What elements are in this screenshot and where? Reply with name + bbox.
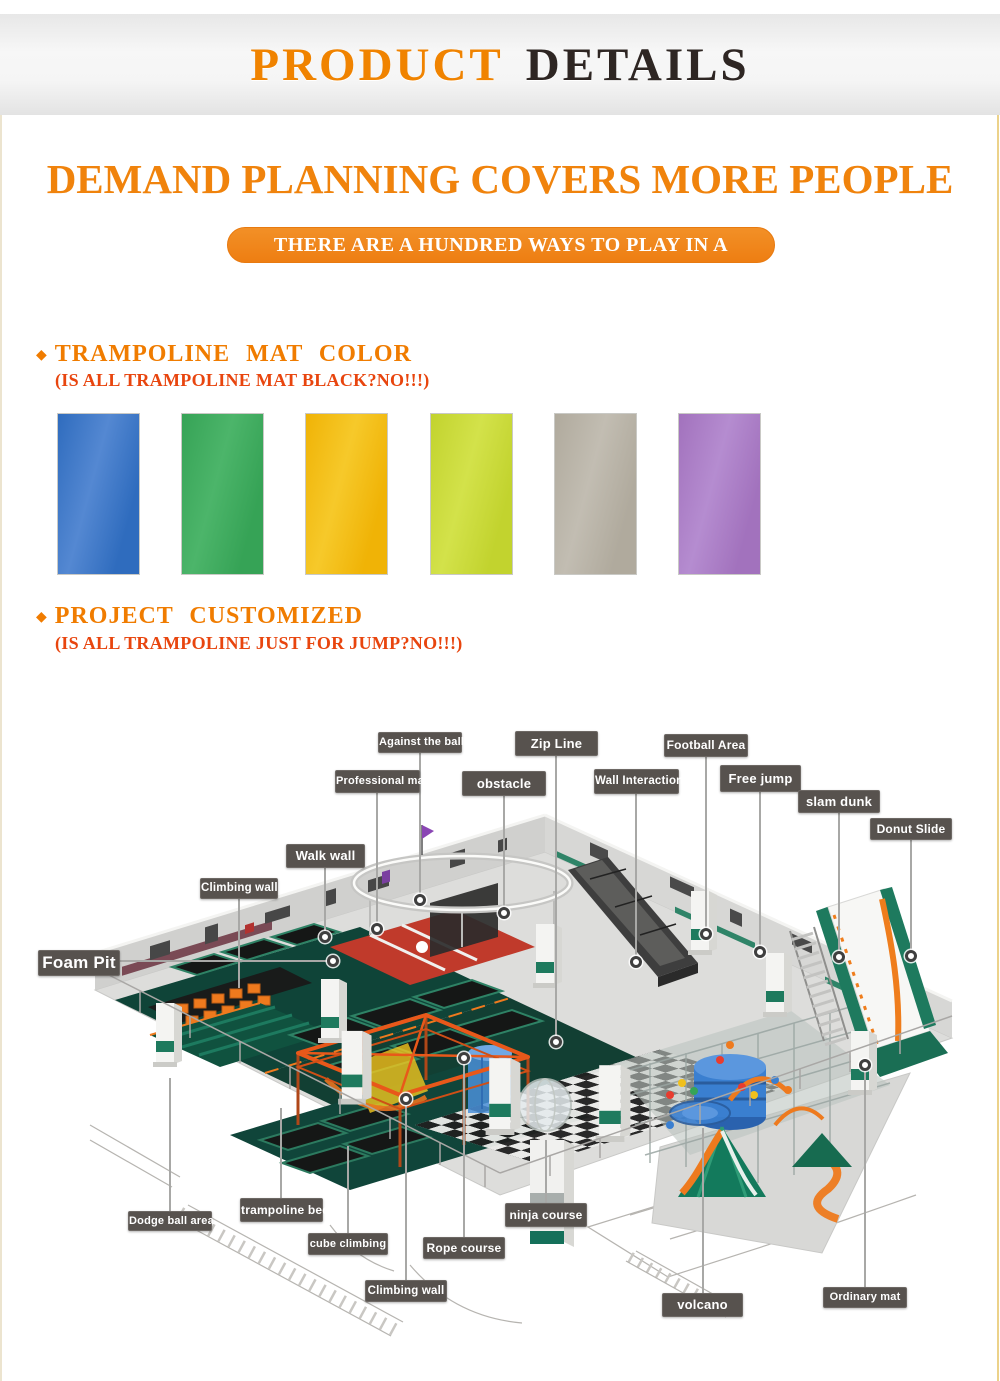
leader-line-professional-mat (376, 793, 378, 929)
anchor-dot-walk-wall (319, 931, 331, 943)
header-band (0, 14, 1000, 115)
left-edge-line (0, 115, 2, 1381)
callout-football-area: Football Area (664, 734, 748, 757)
section-customized-title: PROJECT CUSTOMIZED (54, 603, 363, 629)
leader-line-ninja-course (545, 1140, 547, 1203)
callout-cube-climbing: cube climbing (308, 1233, 388, 1255)
callout-volcano: volcano (662, 1293, 743, 1317)
callout-slam-dunk: slam dunk (798, 790, 880, 813)
leader-line-obstacle (503, 796, 505, 913)
callout-ninja-course: ninja course (505, 1203, 587, 1227)
right-edge-line (997, 115, 999, 1381)
anchor-dot-donut-slide (905, 950, 917, 962)
anchor-dot-wall-interaction (630, 956, 642, 968)
page-title-orange: PRODUCT (250, 38, 504, 91)
anchor-dot-obstacle (498, 907, 510, 919)
callout-free-jump: Free jump (720, 765, 801, 792)
callout-foam-pit: Foam Pit (38, 950, 120, 976)
leader-line-donut-slide (910, 840, 912, 956)
leader-line-football-area (705, 757, 707, 934)
callout-trampoline-bed: trampoline bed (240, 1198, 323, 1222)
mat-color-swatch-gray (554, 413, 637, 575)
callout-walk-wall: Walk wall (286, 844, 365, 868)
leader-line-free-jump (759, 792, 761, 952)
leader-line-rope-course (463, 1058, 465, 1237)
callout-dodge-ball-area: Dodge ball area (128, 1211, 212, 1231)
callout-against-the-ball: Against the ball (378, 732, 462, 753)
anchor-dot-professional-mat (371, 923, 383, 935)
anchor-dot-ordinary-mat (859, 1059, 871, 1071)
callout-zip-line: Zip Line (515, 731, 598, 756)
callout-wall-interaction: Wall Interaction (594, 769, 679, 794)
leader-line-climbing-wall-top (238, 899, 240, 988)
anchor-dot-slam-dunk (833, 951, 845, 963)
callout-professional-mat: Professional mat (335, 770, 420, 793)
anchor-dot-foam-pit (327, 955, 339, 967)
ninja-course-column (530, 1140, 574, 1247)
page-title-dark: DETAILS (525, 38, 750, 91)
anchor-dot-climbing-wall-bottom (400, 1093, 412, 1105)
leader-line-volcano (702, 1128, 704, 1293)
mat-color-swatch-lime (430, 413, 513, 575)
leader-line-trampoline-bed (280, 1108, 282, 1198)
hero-banner-pill: THERE ARE A HUNDRED WAYS TO PLAY IN A PARADISE (227, 227, 775, 263)
callout-donut-slide: Donut Slide (870, 818, 952, 840)
anchor-dot-against-the-ball (414, 894, 426, 906)
callout-climbing-wall-bottom: Climbing wall (365, 1280, 447, 1302)
mat-color-swatch-yellow (305, 413, 388, 575)
diamond-bullet-icon: ◆ (36, 346, 47, 363)
section-mat-color-header (36, 341, 412, 368)
section-customized-header (36, 603, 363, 630)
anchor-dot-free-jump (754, 946, 766, 958)
leader-line-climbing-wall-bottom (405, 1099, 407, 1280)
mat-color-swatch-green (181, 413, 264, 575)
anchor-dot-football-area (700, 928, 712, 940)
anchor-dot-rope-course (458, 1052, 470, 1064)
leader-line-wall-interaction (635, 794, 637, 962)
anchor-dot-zip-line (550, 1036, 562, 1048)
hero-heading: DEMAND PLANNING COVERS MORE PEOPLE (46, 156, 954, 202)
leader-line-zip-line (555, 756, 557, 1042)
leader-line-cube-climbing (347, 1146, 349, 1233)
mat-color-swatch-purple (678, 413, 761, 575)
leader-line-walk-wall (324, 868, 326, 937)
section-mat-color-subtitle: (IS ALL TRAMPOLINE MAT BLACK?NO!!!) (55, 370, 430, 390)
diamond-bullet-icon: ◆ (36, 608, 47, 625)
callout-obstacle: obstacle (462, 771, 546, 796)
leader-line-dodge-ball-area (169, 1078, 171, 1211)
leader-line-ordinary-mat (864, 1065, 866, 1287)
callout-rope-course: Rope course (423, 1237, 505, 1259)
callout-ordinary-mat: Ordinary mat (823, 1287, 907, 1308)
leader-line-foam-pit (120, 960, 333, 962)
section-mat-color-title: TRAMPOLINE MAT COLOR (54, 341, 412, 367)
leader-line-slam-dunk (838, 813, 840, 957)
section-customized-subtitle: (IS ALL TRAMPOLINE JUST FOR JUMP?NO!!!) (55, 633, 463, 653)
callout-climbing-wall-top: Climbing wall (200, 878, 278, 899)
mat-color-swatch-blue (57, 413, 140, 575)
